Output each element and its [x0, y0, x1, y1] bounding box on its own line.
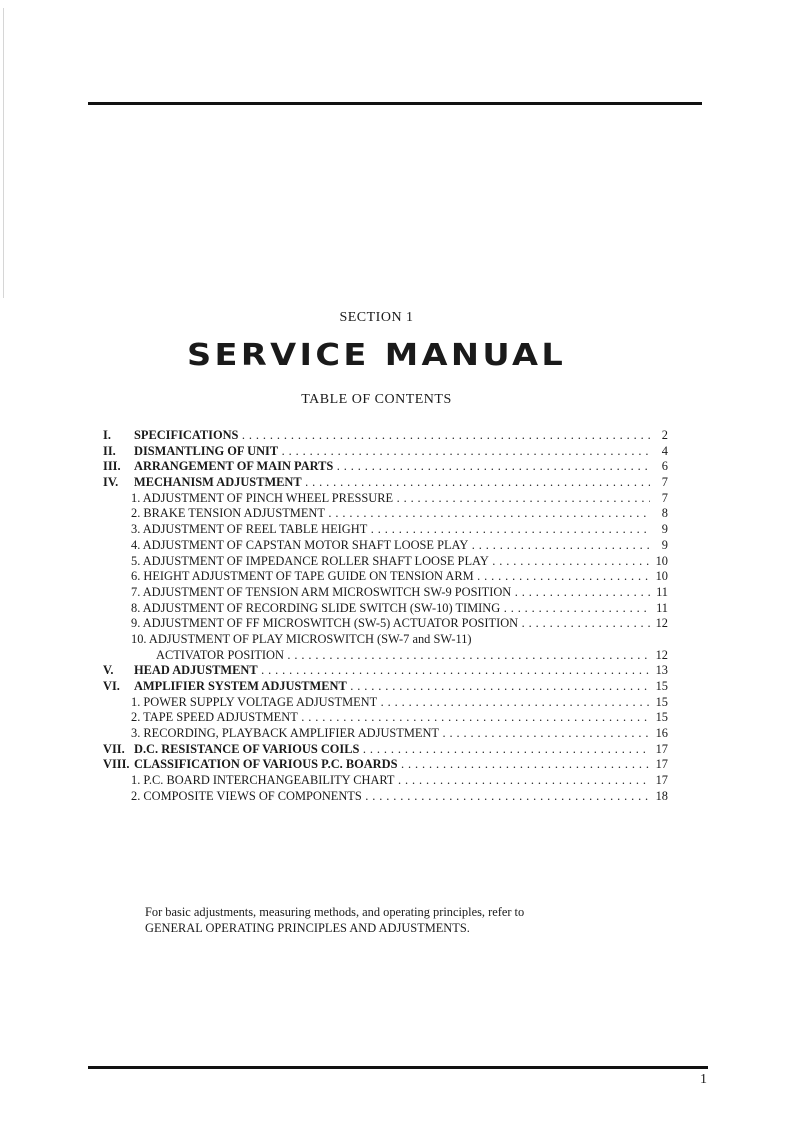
toc-page-number: 7 [661, 490, 668, 505]
toc-page-number: 13 [655, 663, 668, 678]
toc-entry [103, 757, 668, 773]
toc-roman-numeral: V. [103, 663, 114, 678]
toc-entry-title: 1. POWER SUPPLY VOLTAGE ADJUSTMENT . . . [131, 695, 650, 711]
table-of-contents [103, 428, 668, 805]
toc-entry-title: 2. TAPE SPEED ADJUSTMENT . . . [131, 710, 650, 726]
toc-entry [103, 569, 668, 585]
toc-roman-numeral: III. [103, 459, 121, 474]
scan-edge-line [3, 8, 4, 298]
toc-entry [103, 773, 668, 789]
toc-roman-numeral: IV. [103, 475, 119, 490]
toc-page-number: 9 [661, 522, 668, 537]
toc-entry-title: 3. RECORDING, PLAYBACK AMPLIFIER ADJUSTMENT . . . [131, 726, 650, 742]
toc-entry [103, 695, 668, 711]
toc-page-number: 17 [655, 757, 668, 772]
toc-entry-title: 3. ADJUSTMENT OF REEL TABLE HEIGHT . . . [131, 522, 650, 538]
toc-roman-numeral: I. [103, 428, 111, 442]
toc-roman-numeral: II. [103, 443, 116, 458]
toc-roman-numeral: VI. [103, 679, 120, 693]
toc-entry-title: 7. ADJUSTMENT OF TENSION ARM MICROSWITCH SW-9 POSITION . . . [131, 585, 650, 601]
toc-page-number: 16 [655, 726, 668, 741]
toc-page-number: 11 [656, 600, 668, 615]
toc-entry-title: 1. P.C. BOARD INTERCHANGEABILITY CHART . . . [131, 773, 650, 789]
toc-page-number: 10 [655, 569, 668, 584]
toc-roman-numeral: VII. [103, 741, 125, 756]
toc-entry-title: 2. COMPOSITE VIEWS OF COMPONENTS . . . [131, 789, 650, 805]
toc-page-number: 8 [661, 506, 668, 521]
toc-entry-title: CLASSIFICATION OF VARIOUS P.C. BOARDS . . . [134, 757, 650, 773]
page-number: 1 [700, 1072, 707, 1087]
toc-page-number: 12 [655, 616, 668, 631]
toc-entry [103, 710, 668, 726]
toc-entry [103, 538, 668, 554]
toc-heading: TABLE OF CONTENTS [301, 392, 452, 407]
toc-entry-title: HEAD ADJUSTMENT . . . [134, 663, 650, 679]
top-rule [88, 102, 702, 105]
toc-entry [103, 428, 668, 444]
toc-page-number: 15 [655, 679, 668, 693]
toc-roman-numeral: VIII. [103, 757, 130, 772]
toc-entry [103, 601, 668, 617]
toc-entry [103, 444, 668, 460]
bottom-rule [88, 1066, 708, 1069]
toc-entry-title: D.C. RESISTANCE OF VARIOUS COILS . . . [134, 742, 650, 758]
toc-entry [103, 491, 668, 507]
toc-entry [103, 475, 668, 491]
toc-entry [103, 585, 668, 601]
manual-title: SERVICE MANUAL [187, 338, 567, 373]
toc-page-number: 15 [655, 694, 668, 709]
toc-entry-title: AMPLIFIER SYSTEM ADJUSTMENT . . . [134, 679, 650, 695]
toc-entry [103, 554, 668, 570]
toc-entry-title: MECHANISM ADJUSTMENT . . . [134, 475, 650, 491]
toc-entry-title: 1. ADJUSTMENT OF PINCH WHEEL PRESSURE . . . [131, 491, 650, 507]
toc-entry-title: 8. ADJUSTMENT OF RECORDING SLIDE SWITCH (SW-10) TIMING . . . [131, 601, 650, 617]
toc-entry-title: 2. BRAKE TENSION ADJUSTMENT . . . [131, 506, 650, 522]
toc-entry [103, 648, 668, 664]
toc-entry-title: 6. HEIGHT ADJUSTMENT OF TAPE GUIDE ON TENSION ARM . . . [131, 569, 650, 585]
toc-entry-title: 5. ADJUSTMENT OF IMPEDANCE ROLLER SHAFT LOOSE PLAY . . . [131, 554, 650, 570]
toc-entry-title: 10. ADJUSTMENT OF PLAY MICROSWITCH (SW-7 and SW-11) [131, 631, 472, 646]
toc-entry [103, 663, 668, 679]
toc-entry [103, 506, 668, 522]
toc-page-number: 4 [661, 443, 668, 458]
toc-entry [103, 616, 668, 632]
toc-page-number: 12 [655, 647, 668, 662]
toc-entry [103, 522, 668, 538]
toc-page-number: 15 [655, 710, 668, 725]
toc-entry-title: 9. ADJUSTMENT OF FF MICROSWITCH (SW-5) ACTUATOR POSITION . . . [131, 616, 650, 632]
toc-entry [103, 742, 668, 758]
reference-note [145, 904, 685, 936]
toc-entry-title: 4. ADJUSTMENT OF CAPSTAN MOTOR SHAFT LOOSE PLAY . . . [131, 538, 650, 554]
toc-page-number: 2 [661, 428, 668, 442]
toc-page-number: 6 [661, 459, 668, 474]
toc-page-number: 7 [661, 475, 668, 490]
toc-entry-title: SPECIFICATIONS . . . [134, 428, 650, 444]
toc-entry [103, 679, 668, 695]
toc-page-number: 18 [655, 788, 668, 803]
section-label: SECTION 1 [339, 310, 414, 325]
reference-note-line-1: For basic adjustments, measuring methods, and operating principles, refer to [145, 905, 525, 919]
toc-entry [103, 789, 668, 805]
toc-entry [103, 632, 668, 648]
toc-page-number: 11 [656, 584, 668, 599]
toc-page-number: 10 [655, 553, 668, 568]
toc-entry-title: ARRANGEMENT OF MAIN PARTS . . . [134, 459, 650, 475]
toc-page-number: 17 [655, 773, 668, 788]
toc-entry [103, 726, 668, 742]
reference-note-line-2: GENERAL OPERATING PRINCIPLES AND ADJUSTMENTS. [145, 921, 470, 935]
toc-entry-title: ACTIVATOR POSITION . . . [156, 648, 650, 664]
toc-entry-title: DISMANTLING OF UNIT . . . [134, 444, 650, 460]
toc-entry [103, 459, 668, 475]
toc-page-number: 17 [655, 741, 668, 756]
toc-page-number: 9 [661, 537, 668, 552]
